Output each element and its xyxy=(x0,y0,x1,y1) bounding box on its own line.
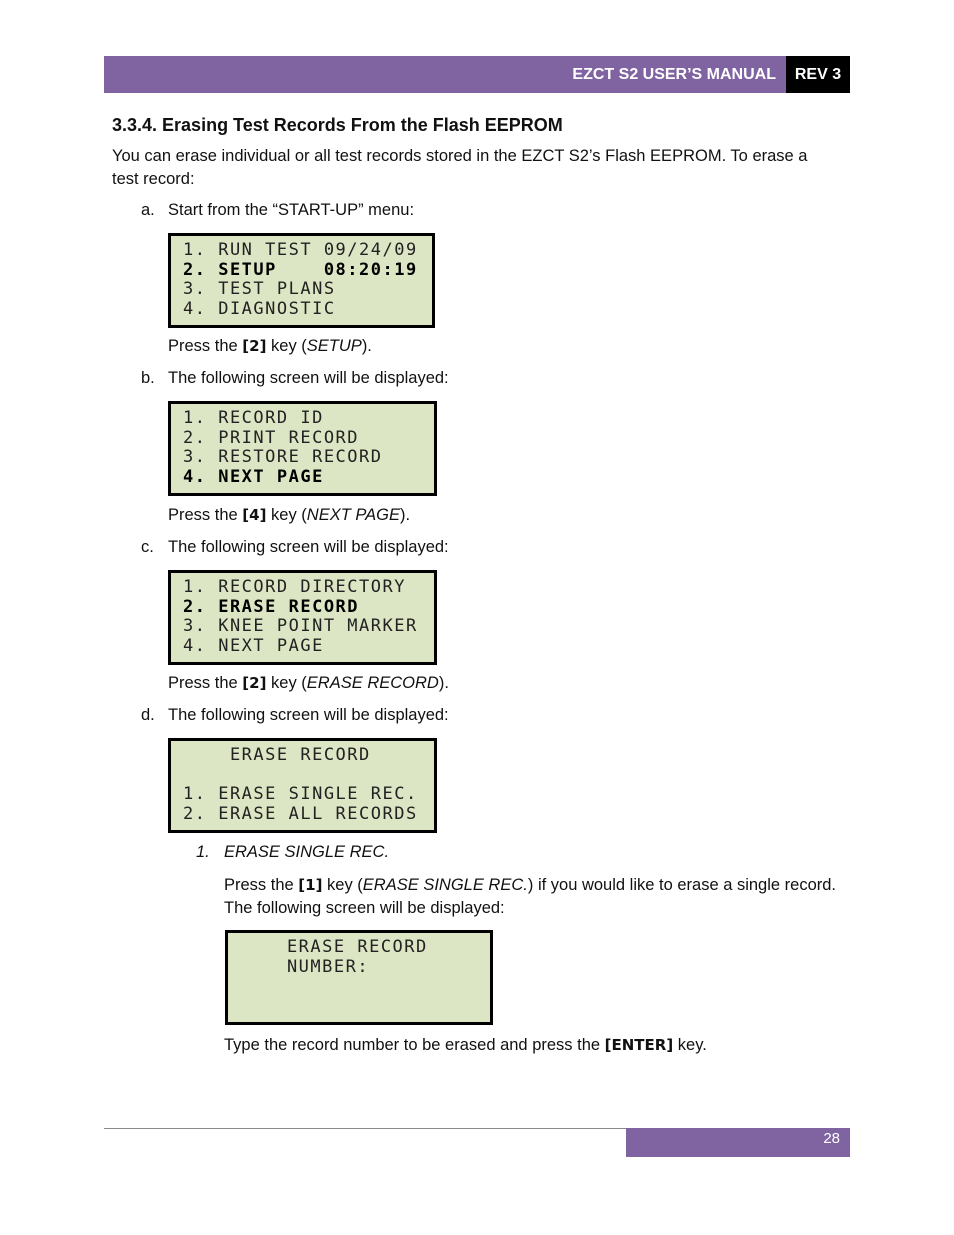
step-a-instruction: Press the [2] key (SETUP). xyxy=(168,337,372,355)
lcd-line-highlighted: 2. ERASE RECORD xyxy=(183,596,360,617)
step-c-text: The following screen will be displayed: xyxy=(168,538,449,556)
key-label: [4] xyxy=(242,506,267,524)
lcd-erase-menu xyxy=(168,738,437,833)
substep-title: ERASE SINGLE REC. xyxy=(224,843,390,861)
lcd-setup-menu xyxy=(168,401,437,496)
lcd-line: 3. TEST PLANS xyxy=(183,279,336,299)
lcd-line: 2. ERASE ALL RECORDS xyxy=(183,803,418,824)
lcd-line xyxy=(183,766,434,786)
lcd-line: 1. ERASE SINGLE REC. xyxy=(183,784,418,804)
manual-title: EZCT S2 USER’S MANUAL xyxy=(572,66,776,83)
section-title: 3.3.4. Erasing Test Records From the Flash EEPROM xyxy=(112,115,563,135)
step-d-text: The following screen will be displayed: xyxy=(168,706,449,724)
lcd-line-highlighted: 2. SETUP 08:20:19 xyxy=(183,259,418,280)
step-c-instruction: Press the [2] key (ERASE RECORD). xyxy=(168,674,449,692)
page-number: 28 xyxy=(823,1130,840,1147)
key-label: [ENTER] xyxy=(604,1036,674,1054)
header-bar xyxy=(104,56,786,93)
step-c-label: c. xyxy=(141,538,154,556)
lcd-line: NUMBER: xyxy=(240,956,370,977)
final-instruction: Type the record number to be erased and press the [ENTER] key. xyxy=(224,1036,707,1054)
step-b-label: b. xyxy=(141,369,155,387)
lcd-line: 4. NEXT PAGE xyxy=(183,635,324,656)
footer-box xyxy=(626,1128,850,1157)
step-a-text: Start from the “START-UP” menu: xyxy=(168,201,415,219)
step-d-label: d. xyxy=(141,706,155,724)
substep-number: 1. xyxy=(196,843,210,861)
key-label: [2] xyxy=(242,674,267,692)
lcd-line: ERASE RECORD xyxy=(240,937,428,957)
lcd-line: 3. KNEE POINT MARKER xyxy=(183,616,418,636)
revision-badge: REV 3 xyxy=(786,56,850,93)
lcd-startup-menu xyxy=(168,233,435,328)
lcd-line: ERASE RECORD xyxy=(183,745,371,765)
lcd-line: 1. RUN TEST 09/24/09 xyxy=(183,240,418,260)
lcd-line xyxy=(240,977,490,997)
lcd-line xyxy=(240,997,490,1017)
step-b-instruction: Press the [4] key (NEXT PAGE). xyxy=(168,506,411,524)
lcd-line: 3. RESTORE RECORD xyxy=(183,447,383,467)
intro-paragraph: You can erase individual or all test records stored in the EZCT S2’s Flash EEPROM. To erase a test record: xyxy=(112,147,808,188)
step-b-text: The following screen will be displayed: xyxy=(168,369,449,387)
lcd-line: 4. DIAGNOSTIC xyxy=(183,298,336,319)
lcd-records-menu xyxy=(168,570,437,665)
key-label: [1] xyxy=(298,876,323,894)
lcd-line-highlighted: 4. NEXT PAGE xyxy=(183,466,324,487)
lcd-line: 1. RECORD DIRECTORY xyxy=(183,577,406,597)
lcd-record-number-prompt xyxy=(225,930,493,1025)
step-a-label: a. xyxy=(141,201,155,219)
lcd-line: 1. RECORD ID xyxy=(183,408,324,428)
substep-instruction: Press the [1] key (ERASE SINGLE REC.) if you would like to erase a single record. The following screen will be displayed: xyxy=(224,876,837,917)
key-label: [2] xyxy=(242,337,267,355)
lcd-line: 2. PRINT RECORD xyxy=(183,427,360,448)
